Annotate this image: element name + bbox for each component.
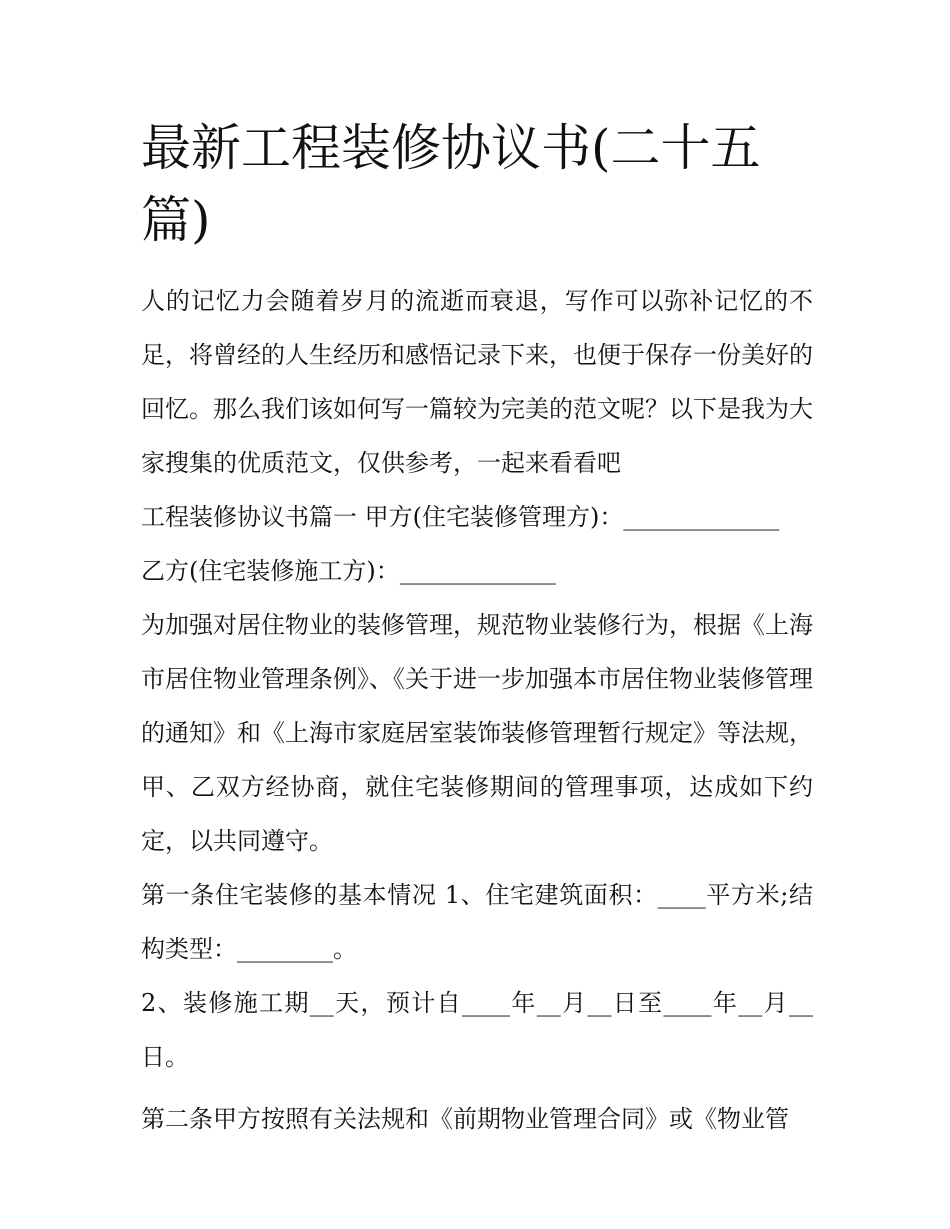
- article-two-paragraph: 第二条甲方按照有关法规和《前期物业管理合同》或《物业管: [141, 1105, 789, 1133]
- article-one-item-one: 第一条住宅装修的基本情况 1、住宅建筑面积：____平方米;结构类型：________。: [141, 881, 813, 963]
- article-one-item-two: 2、装修施工期__天，预计自____年__月__日至____年__月__日。: [141, 989, 813, 1071]
- preamble-paragraph: 为加强对居住物业的装修管理，规范物业装修行为，根据《上海市居住物业管理条例》、《关于进一步加强本市居住物业装修管理的通知》和《上海市家庭居室装饰装修管理暂行规定》等法规，甲、乙双方经协商，就住宅装修期间的管理事项，达成如下约定，以共同遵守。: [141, 611, 813, 855]
- intro-paragraph: 人的记忆力会随着岁月的流逝而衰退，写作可以弥补记忆的不足，将曾经的人生经历和感悟记录下来，也便于保存一份美好的回忆。那么我们该如何写一篇较为完美的范文呢？以下是我为大家搜集的优质范文，仅供参考，一起来看看吧: [141, 287, 813, 477]
- document-page: [141, 112, 813, 1146]
- party-b-line: 乙方(住宅装修施工方)：_____________: [141, 557, 556, 585]
- document-title: 最新工程装修协议书(二十五篇): [141, 119, 761, 249]
- party-a-line: 工程装修协议书篇一 甲方(住宅装修管理方)：_____________: [141, 503, 780, 531]
